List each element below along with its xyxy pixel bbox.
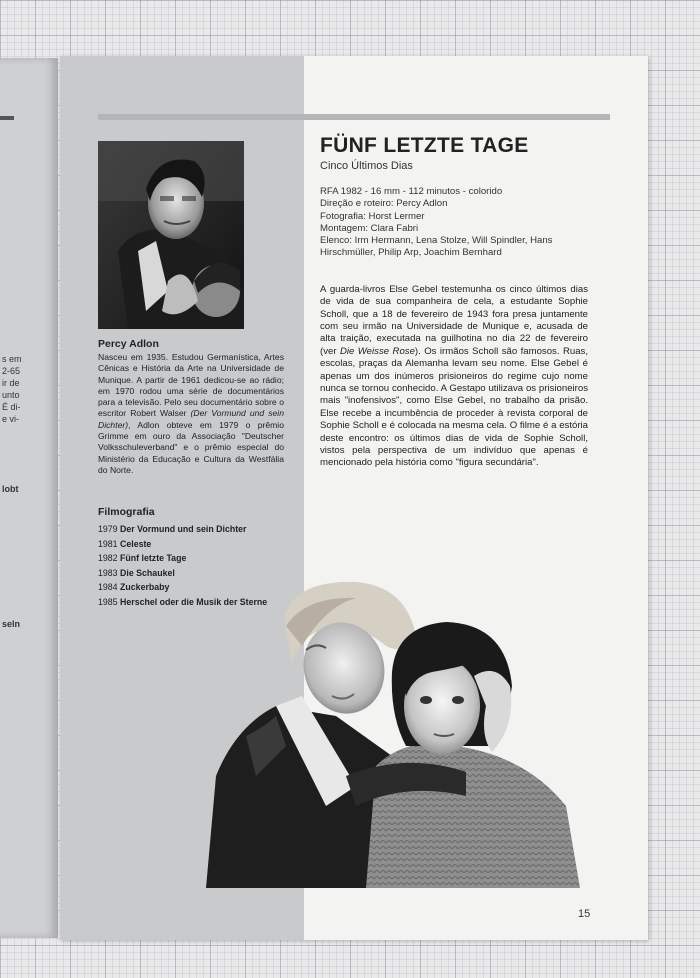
left-page-fragment: ir de	[2, 378, 20, 388]
credit-line: RFA 1982 - 16 mm - 112 minutos - colorido	[320, 186, 503, 197]
director-bio-text	[98, 352, 284, 476]
director-bio	[98, 338, 284, 476]
header-rule	[98, 114, 610, 120]
left-page-rule	[0, 116, 14, 120]
film-title: Der Vormund und sein Dichter	[120, 524, 247, 534]
bio-text-part: , Adlon obteve em 1979 o prêmio Grimme em ouro da Associação "Deutscher Volksschuleverband" e o prêmio especial do Ministério da Educação e Cultura da Westfália do Norte.	[98, 419, 284, 475]
film-still-photo	[206, 576, 580, 888]
film-year: 1984	[98, 582, 118, 593]
page-number: 15	[578, 908, 591, 920]
synopsis-part: ). Os irmãos Scholl são famosos. Ruas, escolas, praças da Alemanha levam seu nome. Else Gebel é apenas um dos inúmeros prisioneiros do regime cujo nome nunca se tornou conhecido. A Gestapo utilizava os prisioneiros mais "inofensivos", como Else Gebel, no trabalho da prisão. Else recebe a incumbência de proceder à revista corporal de Sophie Scholl e é colocada na mesma cela. O filme é a estória deste encontro: os últimos dias de vida de Sophie Scholl, vistos pela perspectiva de um indivíduo que apenas é mencionado pela história como "figura secundária".	[320, 345, 589, 469]
left-page-fragment: s em	[2, 354, 22, 364]
credit-line: Montagem: Clara Fabri	[320, 222, 419, 234]
film-year: 1985	[98, 596, 118, 607]
director-portrait	[98, 141, 244, 329]
synopsis-part: A guarda-livros Else Gebel testemunha os cinco últimos dias de vida de sua companheira de cela, a estudante Sophie Scholl, que a 18 de fevereiro de 1943 fora presa juntamente com seu irmão na Universidade de Munique e, acusada de alta traição, executada na guilhotina no dia 22 de fevereiro (ver	[320, 283, 588, 357]
left-page-fragment: lobt	[2, 484, 19, 494]
film-still	[206, 576, 580, 888]
booklet-page	[60, 56, 648, 940]
bio-film-title: (Der Vormund und sein Dichter)	[98, 408, 284, 430]
film-title: Zuckerbaby	[120, 582, 170, 593]
portrait-photo	[98, 141, 244, 329]
film-entry	[320, 134, 588, 479]
film-year: 1982	[98, 553, 118, 564]
filmography-item	[98, 522, 298, 537]
left-page-fragment: unto	[2, 390, 20, 400]
filmography-item	[98, 537, 298, 552]
credit-line: Direção e roteiro: Percy Adlon	[320, 198, 448, 210]
film-title-heading: FÜNF LETZTE TAGE	[320, 134, 529, 157]
film-subtitle: Cinco Últimos Dias	[320, 160, 413, 172]
film-title: Herschel oder die Musik der Sterne	[120, 596, 268, 607]
film-title: Fünf letzte Tage	[120, 553, 187, 564]
left-page-fragment: e vi-	[2, 414, 20, 424]
film-credits	[320, 186, 588, 260]
left-page-fragment: seln	[2, 619, 21, 629]
film-year: 1983	[98, 567, 118, 578]
director-name: Percy Adlon	[98, 338, 159, 350]
credit-line: Elenco: Irm Hermann, Lena Stolze, Will Spindler, Hans Hirschmüller, Philip Arp, Joachim Bernhard	[320, 235, 553, 259]
film-year: 1979	[98, 524, 118, 534]
film-synopsis	[320, 284, 588, 470]
synopsis-film-reference: Die Weisse Rose	[339, 345, 415, 357]
credit-line: Fotografia: Horst Lermer	[320, 210, 425, 222]
left-page-fragment: É di-	[2, 402, 21, 412]
filmography-title: Filmografia	[98, 506, 155, 518]
bio-text-part: Nasceu em 1935. Estudou Germanística, Artes Cênicas e História da Arte na Universidade de Munique. A partir de 1961 dedicou-se ao rádio; em 1970 rodou uma série de documentários para a televisão. Pelo seu documentário sobre o escritor Robert Walser	[98, 352, 284, 419]
filmography-item	[98, 551, 298, 566]
film-year: 1981	[98, 538, 118, 549]
left-page-fragment: 2-65	[2, 366, 21, 376]
left-page-edge	[0, 58, 58, 938]
film-title: Celeste	[120, 538, 152, 549]
film-title: Die Schaukel	[120, 567, 175, 578]
